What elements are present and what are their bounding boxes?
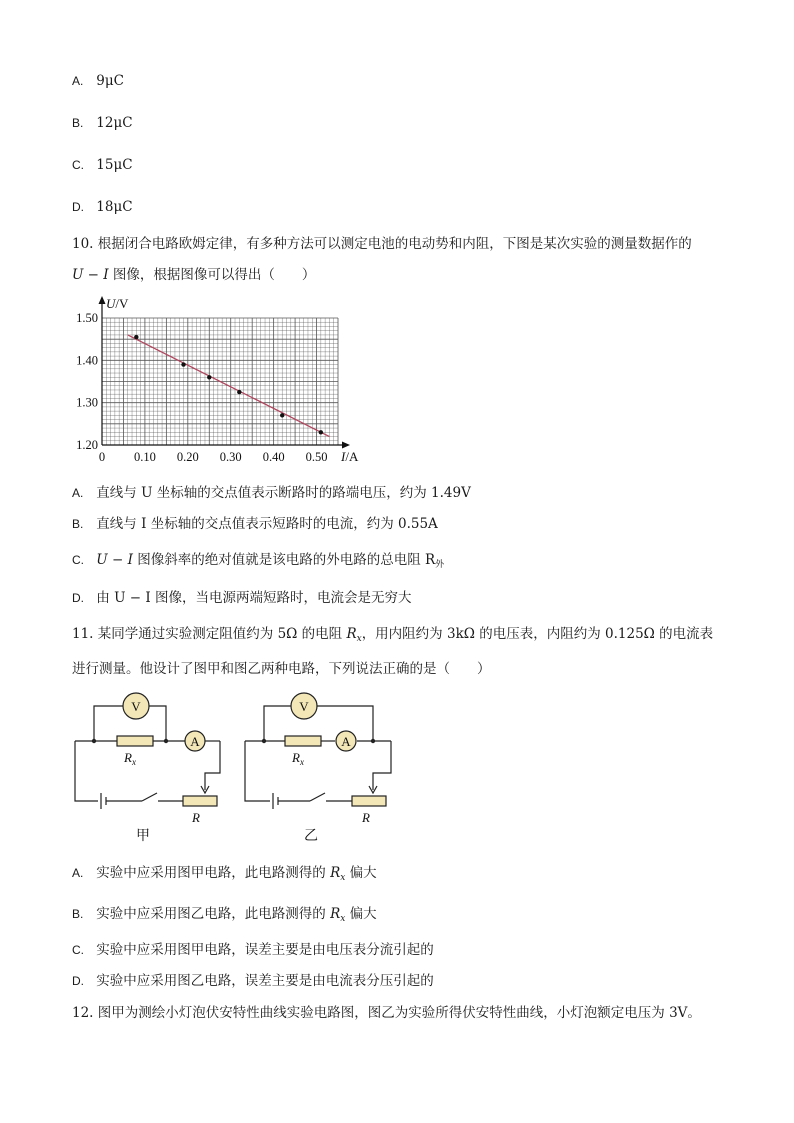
rx-resistor-jia [117,736,153,746]
question-number: 12. [72,1005,94,1021]
data-point [237,390,241,394]
option-letter: C. [72,943,84,957]
q10-option-b [72,515,438,533]
question-stem-rest: 图像，根据图像可以得出（ ） [112,267,316,283]
circuit-yi [245,706,391,809]
ammeter-label: A [341,734,351,749]
rx-symbol: R [330,865,341,881]
ui-symbol: U − I [72,267,109,283]
subscript: 外 [435,560,445,570]
y-tick-label: 1.40 [76,353,98,368]
option-letter: C. [72,158,84,172]
option-letter: D. [72,200,84,214]
option-letter: B. [72,517,84,531]
q11-option-a [72,864,377,887]
x-tick-label: 0.30 [219,450,242,464]
rheostat-label: R [362,810,370,825]
y-tick-label: 1.30 [76,395,98,410]
question-number: 10. [72,236,94,252]
ammeter-label: A [190,734,200,749]
x-tick-label: 0.50 [305,450,328,464]
q11-option-c [72,941,434,959]
x-axis-label: I/A [341,449,359,464]
q10-option-c [72,551,444,574]
question-stem: 图甲为测绘小灯泡伏安特性曲线实验电路图，图乙为实验所得伏安特性曲线，小灯泡额定电压为 3V。 [97,1005,701,1021]
rx-label: $R_x$ [124,750,136,767]
option-letter: B. [72,907,84,921]
question-stem-rest: ，用内阻约为 3kΩ 的电压表，内阻约为 0.125Ω 的电流表 [361,626,714,642]
option-text: 实验中应采用图乙电路，此电路测得的 [96,906,331,922]
subscript: x [340,873,346,883]
q9-option-d [72,198,133,216]
q11-stem-line2 [72,660,491,678]
rx-symbol: R [330,906,341,922]
q10-stem-line1 [72,235,692,253]
q10-option-a [72,484,471,502]
option-text: 9μC [96,73,124,89]
option-letter: A. [72,866,84,880]
x-tick-label: 0.20 [176,450,199,464]
ui-symbol: U − I [96,552,133,568]
q11-option-b [72,905,377,928]
option-text: 18μC [96,199,133,215]
rx-symbol: R [346,626,357,642]
option-text: 由 U − I 图像，当电源两端短路时，电流会是无穷大 [96,590,412,606]
u-i-graph [60,292,380,472]
option-text: 实验中应采用图甲电路，误差主要是由电压表分流引起的 [96,942,434,958]
q9-option-c [72,156,133,174]
q9-option-b [72,114,133,132]
option-text: 12μC [96,115,133,131]
y-axis-label: U/V [106,296,129,311]
caption-yi: 乙 [304,829,318,844]
subscript: x [356,634,362,644]
data-point [181,362,185,366]
option-text: 直线与 U 坐标轴的交点值表示断路时的路端电压，约为 1.49V [96,485,471,501]
data-point [280,413,284,417]
x-tick-label: 0.40 [262,450,285,464]
x-tick-label: 0.10 [133,450,156,464]
rheostat-jia [183,796,217,806]
option-text: 实验中应采用图甲电路，此电路测得的 [96,865,331,881]
voltmeter-label: V [299,699,309,714]
data-point [134,335,138,339]
y-tick-label: 1.20 [76,438,98,452]
option-letter: A. [72,486,84,500]
q9-option-a [72,72,124,90]
question-stem: 进行测量。他设计了图甲和图乙两种电路，下列说法正确的是（ ） [72,661,491,677]
option-letter: C. [72,553,84,567]
data-point [207,375,211,379]
circuit-diagrams [60,690,410,850]
circuit-jia [75,706,220,809]
option-letter: B. [72,116,84,130]
rheostat-label: R [192,810,200,825]
option-letter: D. [72,974,84,988]
y-axis-arrow [99,296,106,304]
q12-stem [72,1004,701,1022]
q10-stem-line2 [72,266,315,284]
question-stem: 某同学通过实验测定阻值约为 5Ω 的电阻 [97,626,347,642]
question-number: 11. [72,626,94,642]
y-tick-label: 1.50 [76,311,98,325]
option-text: 实验中应采用图乙电路，误差主要是由电流表分压引起的 [96,973,434,989]
option-text: 15μC [96,157,133,173]
origin-label: 0 [98,450,106,464]
option-text: 图像斜率的绝对值就是该电路的外电路的总电阻 R [137,552,436,568]
option-letter: D. [72,591,84,605]
q10-option-d [72,589,411,607]
question-stem: 根据闭合电路欧姆定律，有多种方法可以测定电池的电动势和内阻，下图是某次实验的测量数据作的 [97,236,692,252]
rx-label: $R_x$ [292,750,304,767]
x-axis-arrow [342,442,350,449]
q11-option-d [72,972,434,990]
rheostat-yi [352,796,386,806]
option-text-rest: 偏大 [345,865,377,881]
caption-jia: 甲 [136,829,150,844]
option-letter: A. [72,74,84,88]
subscript: x [340,914,346,924]
rx-resistor-yi [285,736,321,746]
data-point [319,430,323,434]
option-text-rest: 偏大 [345,906,377,922]
q11-stem-line1 [72,625,713,648]
option-text: 直线与 I 坐标轴的交点值表示短路时的电流，约为 0.55A [96,516,438,532]
voltmeter-label: V [131,699,141,714]
